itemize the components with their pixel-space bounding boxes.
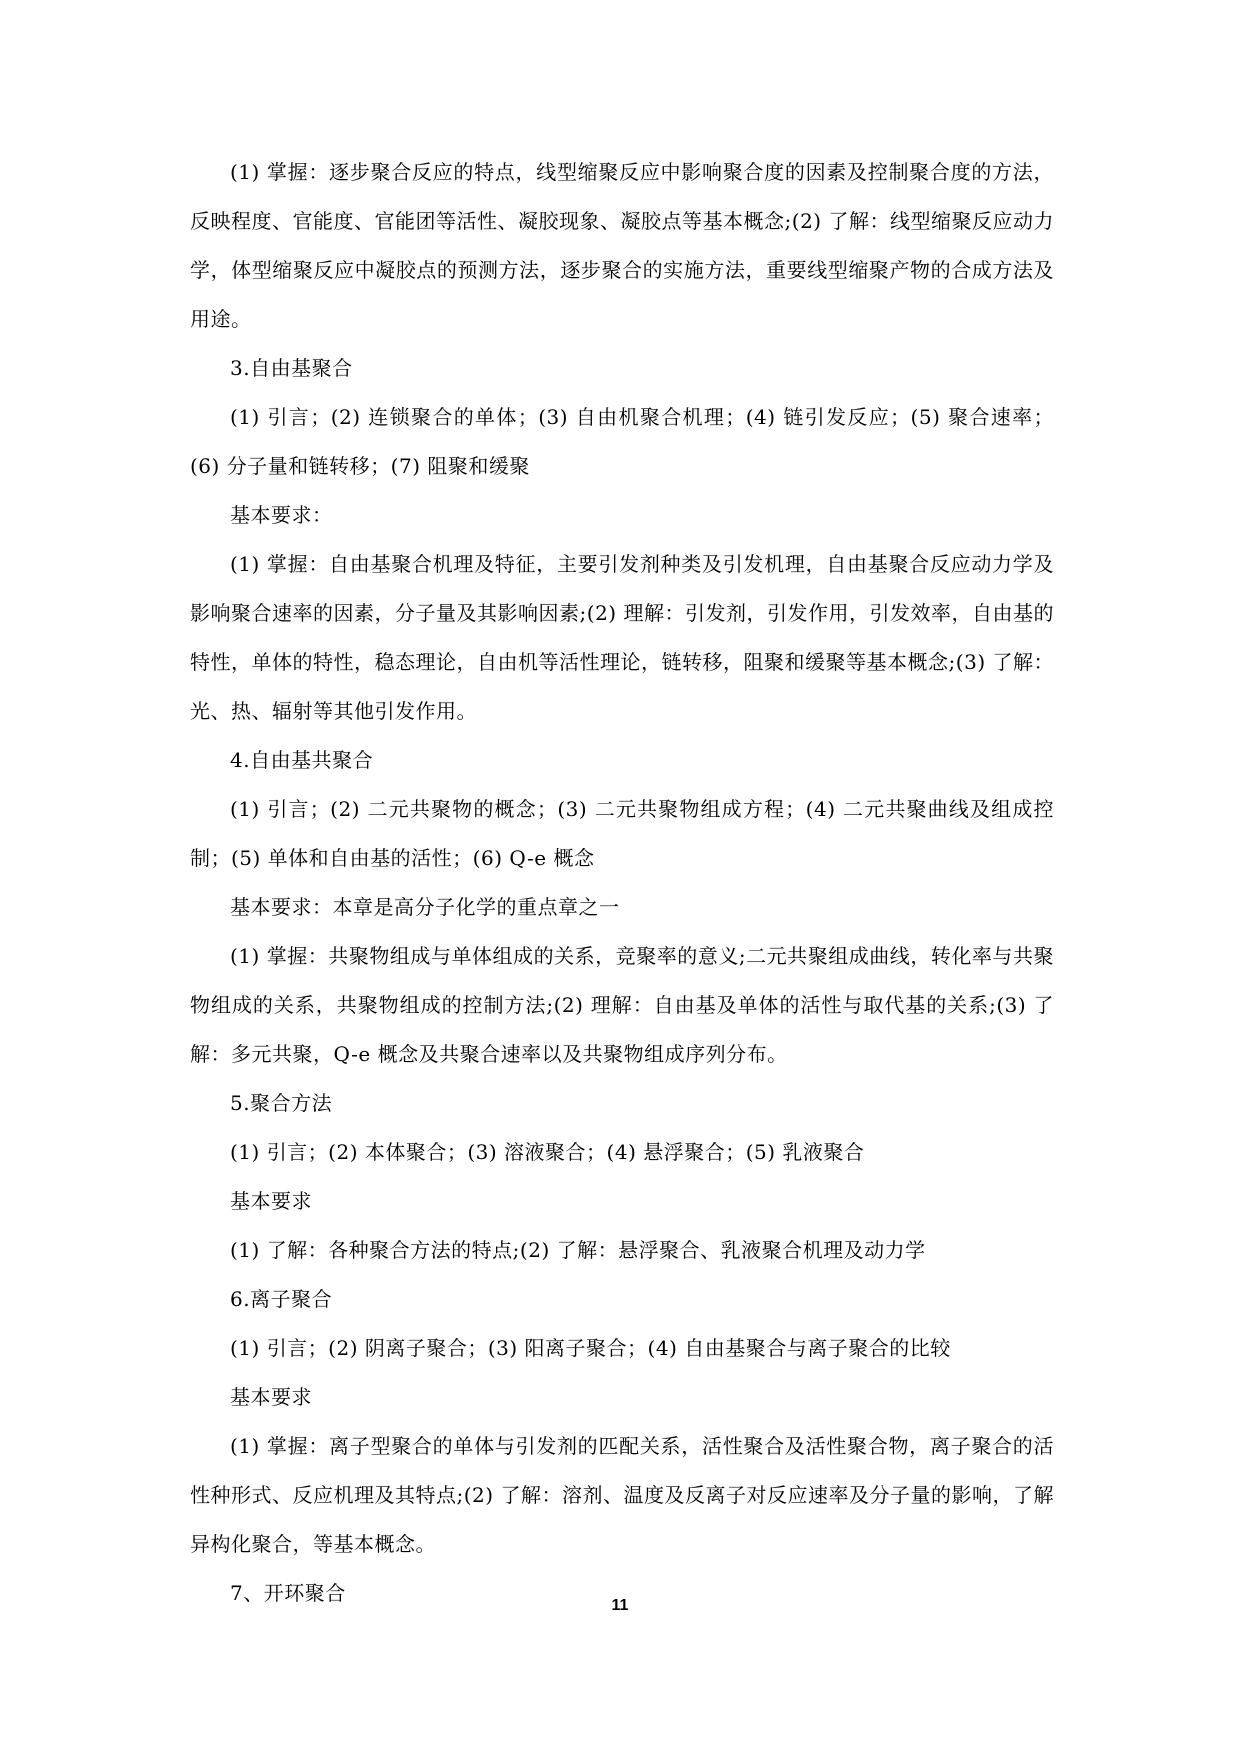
basic-requirements-label: 基本要求： [230,503,333,527]
paragraph-ionic-requirements: (1) 掌握：离子型聚合的单体与引发剂的匹配关系，活性聚合及活性聚合物，离子聚合的活性种形式、反应机理及其特点;(2) 了解：溶剂、温度及反离子对反应速率及分子量的影响，了解异构化聚合，等基本概念。 [190,1434,1054,1556]
paragraph-free-radical-requirements: (1) 掌握：自由基聚合机理及特征，主要引发剂种类及引发机理，自由基聚合反应动力学及影响聚合速率的因素，分子量及其影响因素;(2) 理解：引发剂，引发作用，引发效率，自由基的特性，单体的特性，稳态理论，自由机等活性理论，链转移，阻聚和缓聚等基本概念;(3) 了解：光、热、辐射等其他引发作用。 [190,552,1054,723]
basic-requirements-label: 基本要求：本章是高分子化学的重点章之一 [230,895,620,919]
heading-ring-opening-polymerization: 7、开环聚合 [230,1581,346,1605]
page-content [190,148,1054,1618]
paragraph-polymerization-methods-requirements: (1) 了解：各种聚合方法的特点;(2) 了解：悬浮聚合、乳液聚合机理及动力学 [230,1238,926,1262]
paragraph-ionic-topics: (1) 引言；(2) 阴离子聚合；(3) 阳离子聚合；(4) 自由基聚合与离子聚合的比较 [230,1336,951,1360]
heading-free-radical-copolymerization: 4.自由基共聚合 [230,748,374,772]
heading-free-radical-polymerization: 3.自由基聚合 [230,356,353,380]
heading-polymerization-methods: 5.聚合方法 [230,1091,333,1115]
page-number: 11 [611,1597,629,1614]
basic-requirements-label: 基本要求 [230,1385,312,1409]
paragraph-stepwise-requirements: (1) 掌握：逐步聚合反应的特点，线型缩聚反应中影响聚合度的因素及控制聚合度的方法，反映程度、官能度、官能团等活性、凝胶现象、凝胶点等基本概念;(2) 了解：线型缩聚反应动力学，体型缩聚反应中凝胶点的预测方法，逐步聚合的实施方法，重要线型缩聚产物的合成方法及用途。 [190,160,1054,331]
paragraph-polymerization-methods-topics: (1) 引言；(2) 本体聚合；(3) 溶液聚合；(4) 悬浮聚合；(5) 乳液聚合 [230,1140,865,1164]
paragraph-copolymerization-requirements: (1) 掌握：共聚物组成与单体组成的关系，竞聚率的意义;二元共聚组成曲线，转化率与共聚物组成的关系，共聚物组成的控制方法;(2) 理解：自由基及单体的活性与取代基的关系;(3) 了解：多元共聚，Q-e 概念及共聚合速率以及共聚物组成序列分布。 [190,944,1054,1066]
paragraph-copolymerization-topics: (1) 引言；(2) 二元共聚物的概念；(3) 二元共聚物组成方程；(4) 二元共聚曲线及组成控制；(5) 单体和自由基的活性；(6) Q-e 概念 [190,797,1054,870]
basic-requirements-label: 基本要求 [230,1189,312,1213]
heading-ionic-polymerization: 6.离子聚合 [230,1287,333,1311]
paragraph-free-radical-topics: (1) 引言；(2) 连锁聚合的单体；(3) 自由机聚合机理；(4) 链引发反应；(5) 聚合速率；(6) 分子量和链转移；(7) 阻聚和缓聚 [190,405,1054,478]
